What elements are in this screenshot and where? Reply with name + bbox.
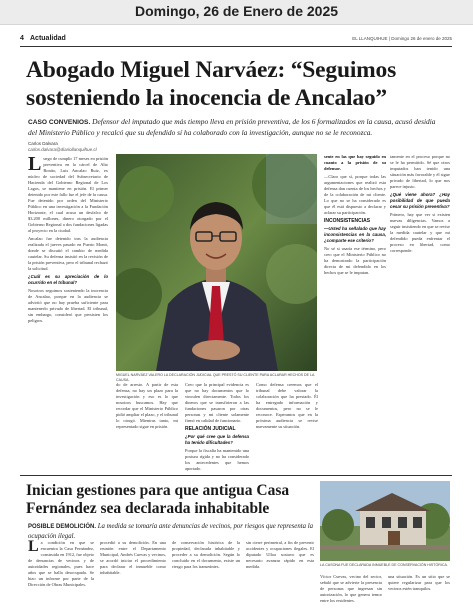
byline — [28, 141, 104, 153]
newspaper-page — [20, 34, 452, 606]
a2-col5-text: Víctor Cuevas, vecino del sector, señaló que se advierte la presencia de personas que ingresan sin autorización, lo que genera temor entre los residentes. — [320, 574, 382, 603]
portrait-image — [116, 154, 317, 371]
col6-question: ¿Qué viene ahora? ¿Hay posibilidad de que pueda cesar su prisión preventiva? — [390, 192, 450, 209]
col1-text-b: Ancalao fue detenido tras la audiencia realizada el jueves pasado en Puerto Montt, donde se discutió el cambio de medida cautelar. Su defensa insistió en la revisión de la prisión preventiva, pero el tribunal rechazó la solicitud. — [28, 236, 108, 271]
col3-answer: Porque la fiscalía ha mantenido una postura rígida y no ha considerado los antecedentes que hemos aportado. — [185, 448, 249, 471]
col1-text: uego de cumplir 17 meses en prisión preventiva en la cárcel de Alto Bonito, Luis Ancalao Ruiz, ex núcleo de sociedad del Subsecretario de Hacienda del Gobierno Regional de Los Lagos, se mantiene en prisión. El primer detenido por este fallo fue el jefe de la causa. Fue detenido por orden del Ministerio Público en una investigación a la Fundación Horizonte, el cual acusa un desfalco de $3.200 millones, dinero otorgado por el Gobierno Regional a dos fundaciones ligadas al proyecto en la ciudad. — [28, 156, 108, 233]
page-number: 4 — [20, 35, 24, 42]
col5-lead: sente en las que hay seguido en cuanto a la prisión de su defensor. — [324, 154, 386, 171]
col6-answer: Primero, hay que ver si existen nuevas diligencias. Vamos a seguir insistiendo en que se revise la medida cautelar y que mi defendido pueda enfrentar el proceso en libertad, como corresponde. — [390, 212, 450, 253]
section-name: Actualidad — [30, 35, 66, 42]
article1-column-2 — [116, 382, 178, 474]
col6-text: tamente en el proceso porque no se le ha permitido. Sé que otros imputados han tenido una situación más favorable y él sigue privado de libertad, lo que nos parece injusto. — [390, 154, 450, 189]
col3-subhead: RELACIÓN JUDICIAL — [185, 426, 236, 432]
article1-column-1 — [28, 156, 108, 474]
narvaez-photo — [116, 154, 317, 371]
col4-text: Como defensa creemos que el tribunal debe valorar la colaboración que ha prestado. Él ha entregado información y documentos, pero no se le reconoce. Esperamos que en la próxima audiencia se revise nuevamente su situación. — [256, 382, 318, 429]
second-photo-caption: LA CASONA FUE DECLARADA INMUEBLE DE CONSERVACIÓN HISTÓRICA. — [320, 563, 448, 567]
main-headline: Abogado Miguel Narváez: “Seguimos sosteniendo la inocencia de Ancalao” — [26, 57, 397, 111]
article1-column-3 — [185, 382, 249, 474]
article1-column-5 — [324, 154, 386, 474]
second-deck-text: La medida se tomaría ante denuncias de vecinos, por riesgos que representa la ocupación ilegal. — [28, 523, 313, 540]
article-divider — [20, 475, 452, 476]
second-headline: Inician gestiones para que antigua Casa Fernández sea declarada inhabitable — [26, 482, 290, 517]
main-deck — [28, 117, 446, 137]
a2-col2-text: procedió a su demolición. En una reunión entre el Departamento Municipal, Andrés Cuevas y vecinos, se acordó iniciar el procedimiento para declarar el inmueble como inhabitable. — [100, 540, 166, 575]
col3-text: Creo que la principal evidencia es que no hay documentos que lo vinculen directamente. Todos los dineros que se transfirieron a las fundaciones pasaron por otras personas y mi cliente solamente firmó en calidad de funcionario. — [185, 382, 249, 423]
article2-column-2 — [100, 540, 166, 604]
photo-caption: MIGUEL NARVÁEZ VALERO LA DECLARACIÓN JUDICIAL QUE PRESTÓ SU CLIENTE PARA ACLARAR HECHOS DE LA CAUSA. — [116, 373, 315, 382]
a2-col3-text: de conservación histórica de la propiedad, declarada inhabitable y proceder a su demolición. Según lo concluido en el documento, existe un riesgo para los transeúntes. — [172, 540, 240, 569]
article1-column-6 — [390, 154, 450, 474]
drop-cap: L — [28, 156, 42, 175]
article2-column-4 — [246, 540, 314, 604]
deck-lead: CASO CONVENIOS. — [28, 119, 91, 126]
top-bar — [0, 0, 473, 25]
second-deck-lead: POSIBLE DEMOLICIÓN. — [28, 524, 97, 530]
a2-col1-text: a condición en que se encuentra la Casa Fernández, construida en 1912, fue objeto de denuncias de vecinos y de autoridades regionales, pues hace años que se halla desocupada. Se hizo un informe por parte de la Dirección de Obras Municipales. — [28, 540, 94, 587]
col1-question: ¿Cuál es su apreciación de lo ocurrido en el tribunal? — [28, 274, 108, 285]
top-date: Domingo, 26 de Enero de 2025 — [134, 3, 339, 19]
deck-text: Defensor del imputado que más tiempo lleva en prisión preventiva, de los 6 formalizados en la causa, acusó desidia del Ministerio Público y recalcó que su defendido sí ha colaborado con la investigación, aunque no se le reconozca. — [28, 117, 436, 137]
article2-column-3 — [172, 540, 240, 604]
paper-line: EL LLANQUIHUE | Domingo 26 de enero de 2025 — [352, 36, 452, 41]
byline-name: Carlos Dalvara — [28, 141, 58, 146]
col5-question: —Usted ha señalado que hay inconsistencias en la causa, ¿comparte ese criterio? — [324, 226, 386, 243]
col5-subhead: INCONSISTENCIAS — [324, 218, 371, 224]
byline-role: carlos.dalvara@diariollanquihue.cl — [28, 147, 97, 152]
a2-col6-text: una situación. Es un sitio que se quiere regularizar para que los vecinos estén tranquilos. — [388, 574, 450, 591]
house-image — [320, 481, 450, 561]
col2-text: do de arresto. A partir de esta defensa, no hay un plazo para la investigación y eso es lo que nosotros buscamos. Hay que recordar que el Ministerio Público pidió ampliar el plazo, y el tribunal lo otorgó. Mientras tanto, mi representado sigue en prisión. — [116, 382, 178, 429]
second-deck — [28, 522, 318, 541]
col1-answer: Nosotros seguimos sosteniendo la inocencia de Ancalao, porque en la audiencia se advirtió que no hay prueba suficiente para mantenerlo privado de libertad. El tribunal, sin embargo, consideró que persisten los peligros. — [28, 288, 108, 323]
article2-column-5 — [320, 574, 382, 604]
casa-fernandez-photo — [320, 481, 450, 561]
col5-answer: No sé si usaría ese término, pero creo que el Ministerio Público no ha demostrado la participación directa de mi defendido en los hechos que se le imputan. — [324, 246, 386, 275]
col3-question: ¿Por qué cree que la defensa ha tenido dificultades? — [185, 434, 249, 445]
article1-column-4 — [256, 382, 318, 474]
a2-col4-text: sin cierre perimetral, a fin de prevenir accidentes y ocupaciones ilegales. El diputado Ulloa sostuvo que es necesario avanzar rápido en esta medida. — [246, 540, 314, 569]
col5-text: —Claro que sí, porque todas las argumentaciones que realizó esta defensa dan cuenta de los hechos y de la colaboración de mi cliente. Lo que no se ha considerado es que él está dispuesto a declarar y aclarar su participación. — [324, 174, 386, 215]
page-header — [20, 34, 452, 47]
article2-column-1 — [28, 540, 94, 604]
article2-column-6 — [388, 574, 450, 604]
drop-cap-2: L — [28, 540, 39, 555]
